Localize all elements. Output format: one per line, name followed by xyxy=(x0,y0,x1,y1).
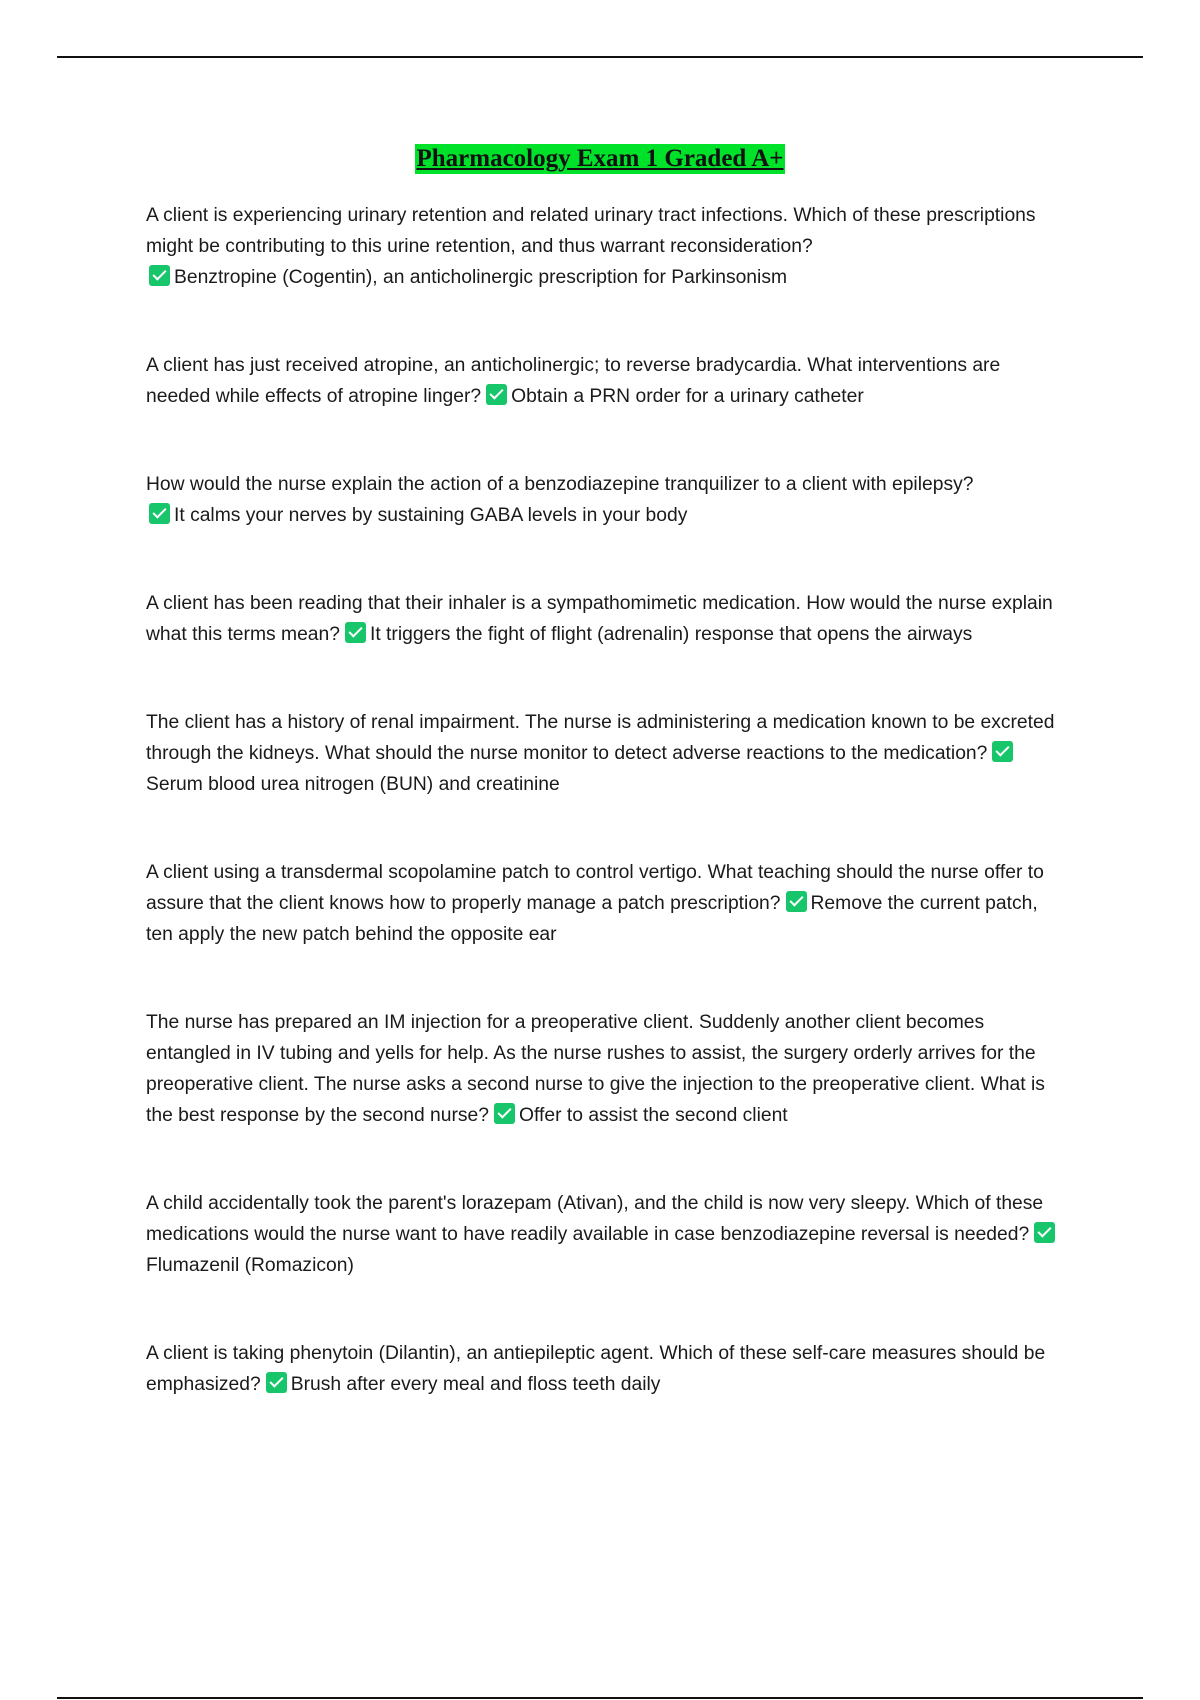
check-icon xyxy=(486,384,507,405)
check-icon xyxy=(266,1372,287,1393)
question-text: A client has been reading that their inhaler is a sympathomimetic medication. How would the nurse explain what this terms mean? xyxy=(146,593,1053,645)
qa-item xyxy=(146,200,1066,293)
qa-item xyxy=(146,857,1066,950)
title-wrap xyxy=(0,144,1200,174)
check-icon xyxy=(149,503,170,524)
qa-item xyxy=(146,469,1066,531)
page-title: Pharmacology Exam 1 Graded A+ xyxy=(416,145,784,172)
question-text: A client is taking phenytoin (Dilantin), an antiepileptic agent. Which of these self-care measures should be emphasized? xyxy=(146,1343,1046,1395)
question-text: The nurse has prepared an IM injection for a preoperative client. Suddenly another client becomes entangled in IV tubing and yells for help. As the nurse rushes to assist, the surgery orderly arrives for the preoperative client. The nurse asks a second nurse to give the injection to the preoperative client. What is the best response by the second nurse? xyxy=(146,1012,1045,1126)
question-text: A client has just received atropine, an anticholinergic; to reverse bradycardia. What interventions are needed while effects of atropine linger? xyxy=(146,355,1001,407)
answer-text: Benztropine (Cogentin), an anticholinergic prescription for Parkinsonism xyxy=(174,267,788,288)
answer-text: Remove the current patch, ten apply the new patch behind the opposite ear xyxy=(146,893,1038,945)
check-icon xyxy=(149,265,170,286)
answer-text: It triggers the fight of flight (adrenalin) response that opens the airways xyxy=(369,624,973,645)
answer-text: Brush after every meal and floss teeth daily xyxy=(290,1374,661,1395)
answer-text: It calms your nerves by sustaining GABA levels in your body xyxy=(174,505,688,526)
answer-text: Flumazenil (Romazicon) xyxy=(146,1255,354,1276)
question-text: A client using a transdermal scopolamine patch to control vertigo. What teaching should the nurse offer to assure that the client knows how to properly manage a patch prescription? xyxy=(146,862,1044,914)
qa-item xyxy=(146,350,1066,412)
check-icon xyxy=(786,891,807,912)
qa-item xyxy=(146,1188,1066,1281)
check-icon xyxy=(345,622,366,643)
question-text: A child accidentally took the parent's lorazepam (Ativan), and the child is now very sleepy. Which of these medications would the nurse want to have readily available in case benzodiazepine reversal is needed? xyxy=(146,1193,1044,1245)
qa-item xyxy=(146,588,1066,650)
check-icon xyxy=(992,741,1013,762)
qa-item xyxy=(146,1007,1066,1131)
qa-list xyxy=(146,200,1066,1457)
qa-item xyxy=(146,707,1066,800)
answer-text: Offer to assist the second client xyxy=(519,1105,788,1126)
question-text: The client has a history of renal impairment. The nurse is administering a medication known to be excreted through the kidneys. What should the nurse monitor to detect adverse reactions to the medication? xyxy=(146,712,1055,764)
bottom-rule xyxy=(57,1697,1143,1699)
question-text: A client is experiencing urinary retention and related urinary tract infections. Which of these prescriptions might be contributing to this urine retention, and thus warrant reconsideration? xyxy=(146,205,1036,257)
check-icon xyxy=(1034,1222,1055,1243)
answer-text: Obtain a PRN order for a urinary catheter xyxy=(511,386,864,407)
qa-item xyxy=(146,1338,1066,1400)
answer-text: Serum blood urea nitrogen (BUN) and creatinine xyxy=(146,774,560,795)
question-text: How would the nurse explain the action of a benzodiazepine tranquilizer to a client with epilepsy? xyxy=(146,474,974,495)
top-rule xyxy=(57,56,1143,58)
check-icon xyxy=(494,1103,515,1124)
